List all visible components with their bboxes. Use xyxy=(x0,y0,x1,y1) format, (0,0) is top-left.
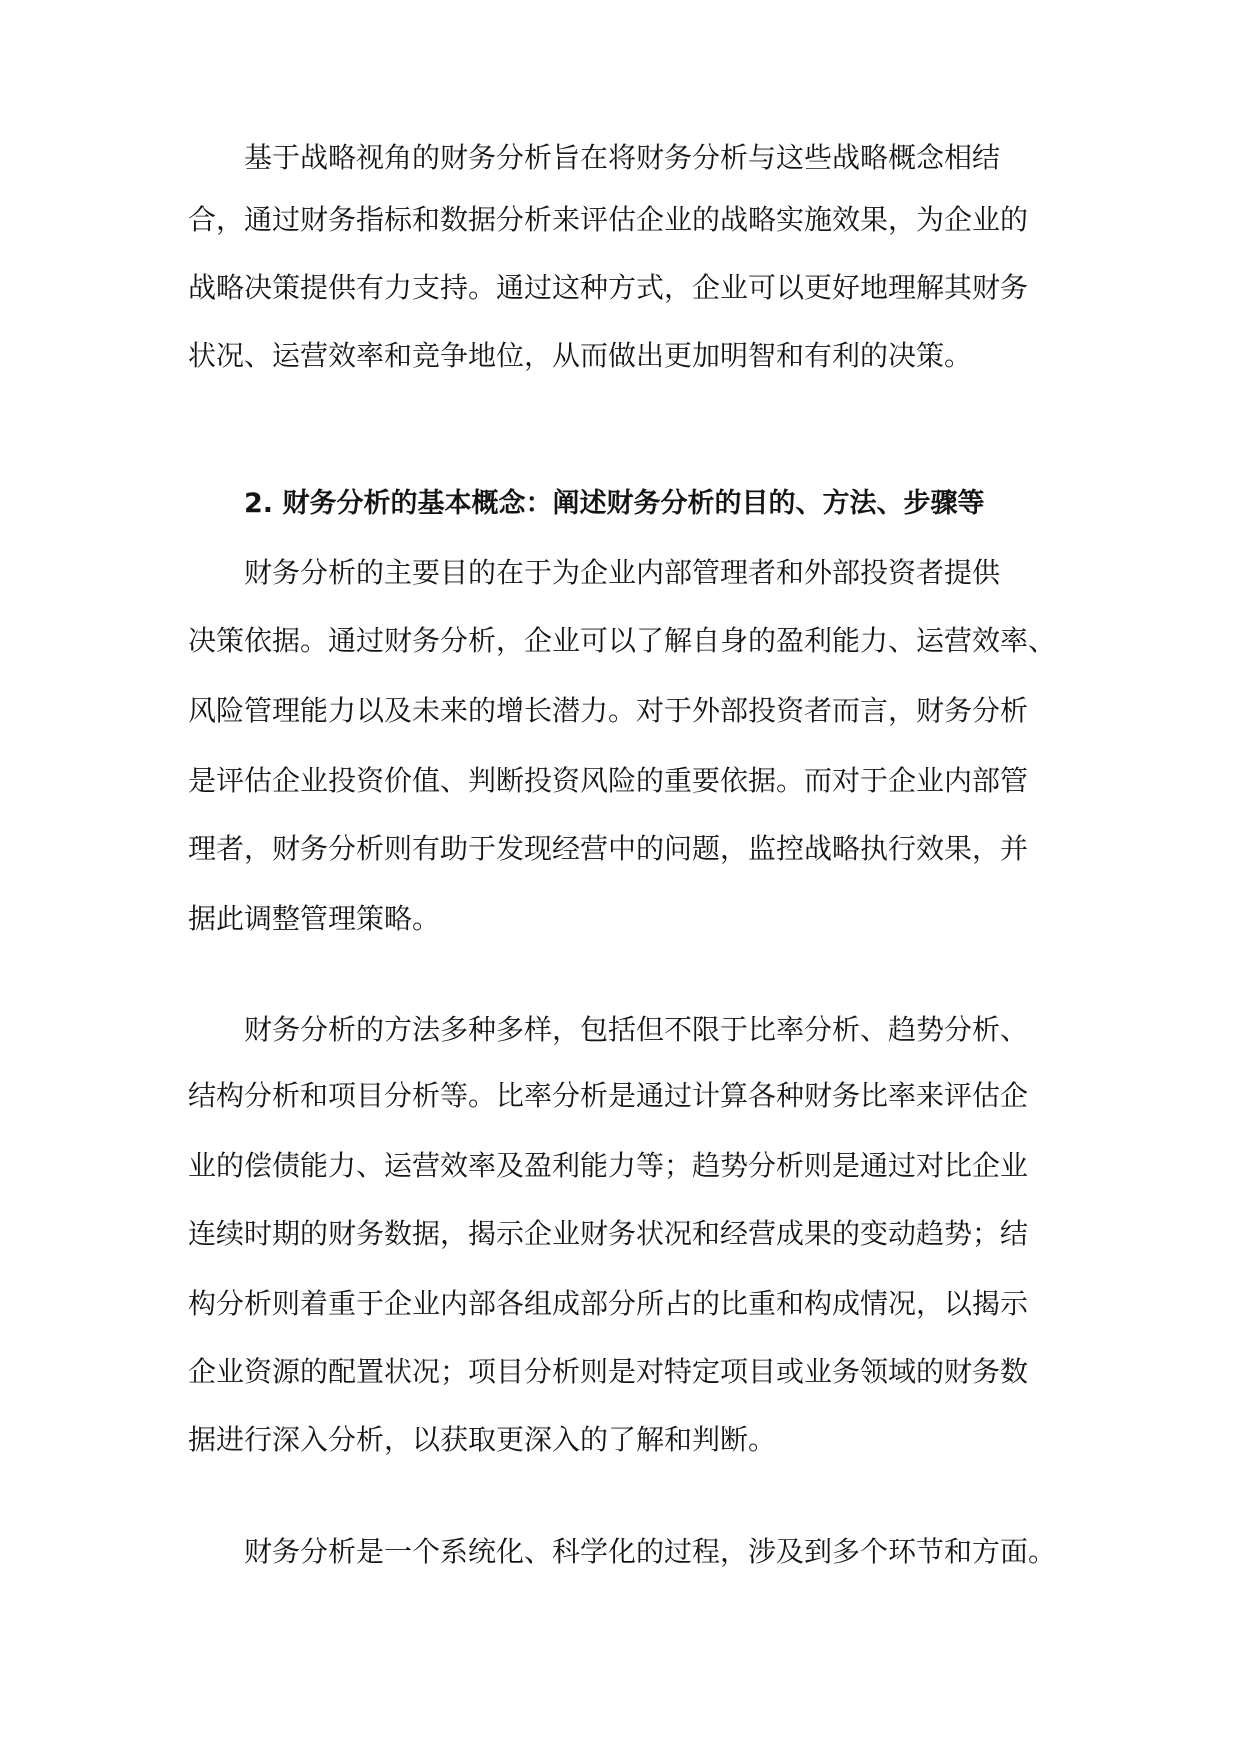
purpose-paragraph-line: 据此调整管理策略。 xyxy=(188,902,441,935)
intro-paragraph-line: 战略决策提供有力支持。通过这种方式，企业可以更好地理解其财务 xyxy=(188,271,1029,304)
process-paragraph-line: 财务分析是一个系统化、科学化的过程，涉及到多个环节和方面。 xyxy=(244,1535,1057,1568)
methods-paragraph-line: 财务分析的方法多种多样，包括但不限于比率分析、趋势分析、 xyxy=(244,1013,1029,1046)
methods-paragraph-line: 企业资源的配置状况；项目分析则是对特定项目或业务领域的财务数 xyxy=(188,1355,1029,1388)
intro-paragraph-line: 基于战略视角的财务分析旨在将财务分析与这些战略概念相结 xyxy=(244,141,1001,174)
section-heading: 2. 财务分析的基本概念：阐述财务分析的目的、方法、步骤等 xyxy=(244,488,985,519)
methods-paragraph-line: 业的偿债能力、运营效率及盈利能力等；趋势分析则是通过对比企业 xyxy=(188,1149,1029,1182)
methods-paragraph-line: 连续时期的财务数据，揭示企业财务状况和经营成果的变动趋势；结 xyxy=(188,1217,1029,1250)
intro-paragraph-line: 状况、运营效率和竞争地位，从而做出更加明智和有利的决策。 xyxy=(188,339,973,372)
methods-paragraph-line: 构分析则着重于企业内部各组成部分所占的比重和构成情况，以揭示 xyxy=(188,1287,1029,1320)
purpose-paragraph-line: 财务分析的主要目的在于为企业内部管理者和外部投资者提供 xyxy=(244,556,1001,589)
methods-paragraph-line: 结构分析和项目分析等。比率分析是通过计算各种财务比率来评估企 xyxy=(188,1079,1029,1112)
purpose-paragraph-line: 决策依据。通过财务分析，企业可以了解自身的盈利能力、运营效率、 xyxy=(188,624,1057,657)
purpose-paragraph-line: 理者，财务分析则有助于发现经营中的问题，监控战略执行效果，并 xyxy=(188,832,1029,865)
purpose-paragraph-line: 风险管理能力以及未来的增长潜力。对于外部投资者而言，财务分析 xyxy=(188,694,1029,727)
purpose-paragraph-line: 是评估企业投资价值、判断投资风险的重要依据。而对于企业内部管 xyxy=(188,764,1029,797)
methods-paragraph-line: 据进行深入分析，以获取更深入的了解和判断。 xyxy=(188,1423,777,1456)
intro-paragraph-line: 合，通过财务指标和数据分析来评估企业的战略实施效果，为企业的 xyxy=(188,203,1029,236)
